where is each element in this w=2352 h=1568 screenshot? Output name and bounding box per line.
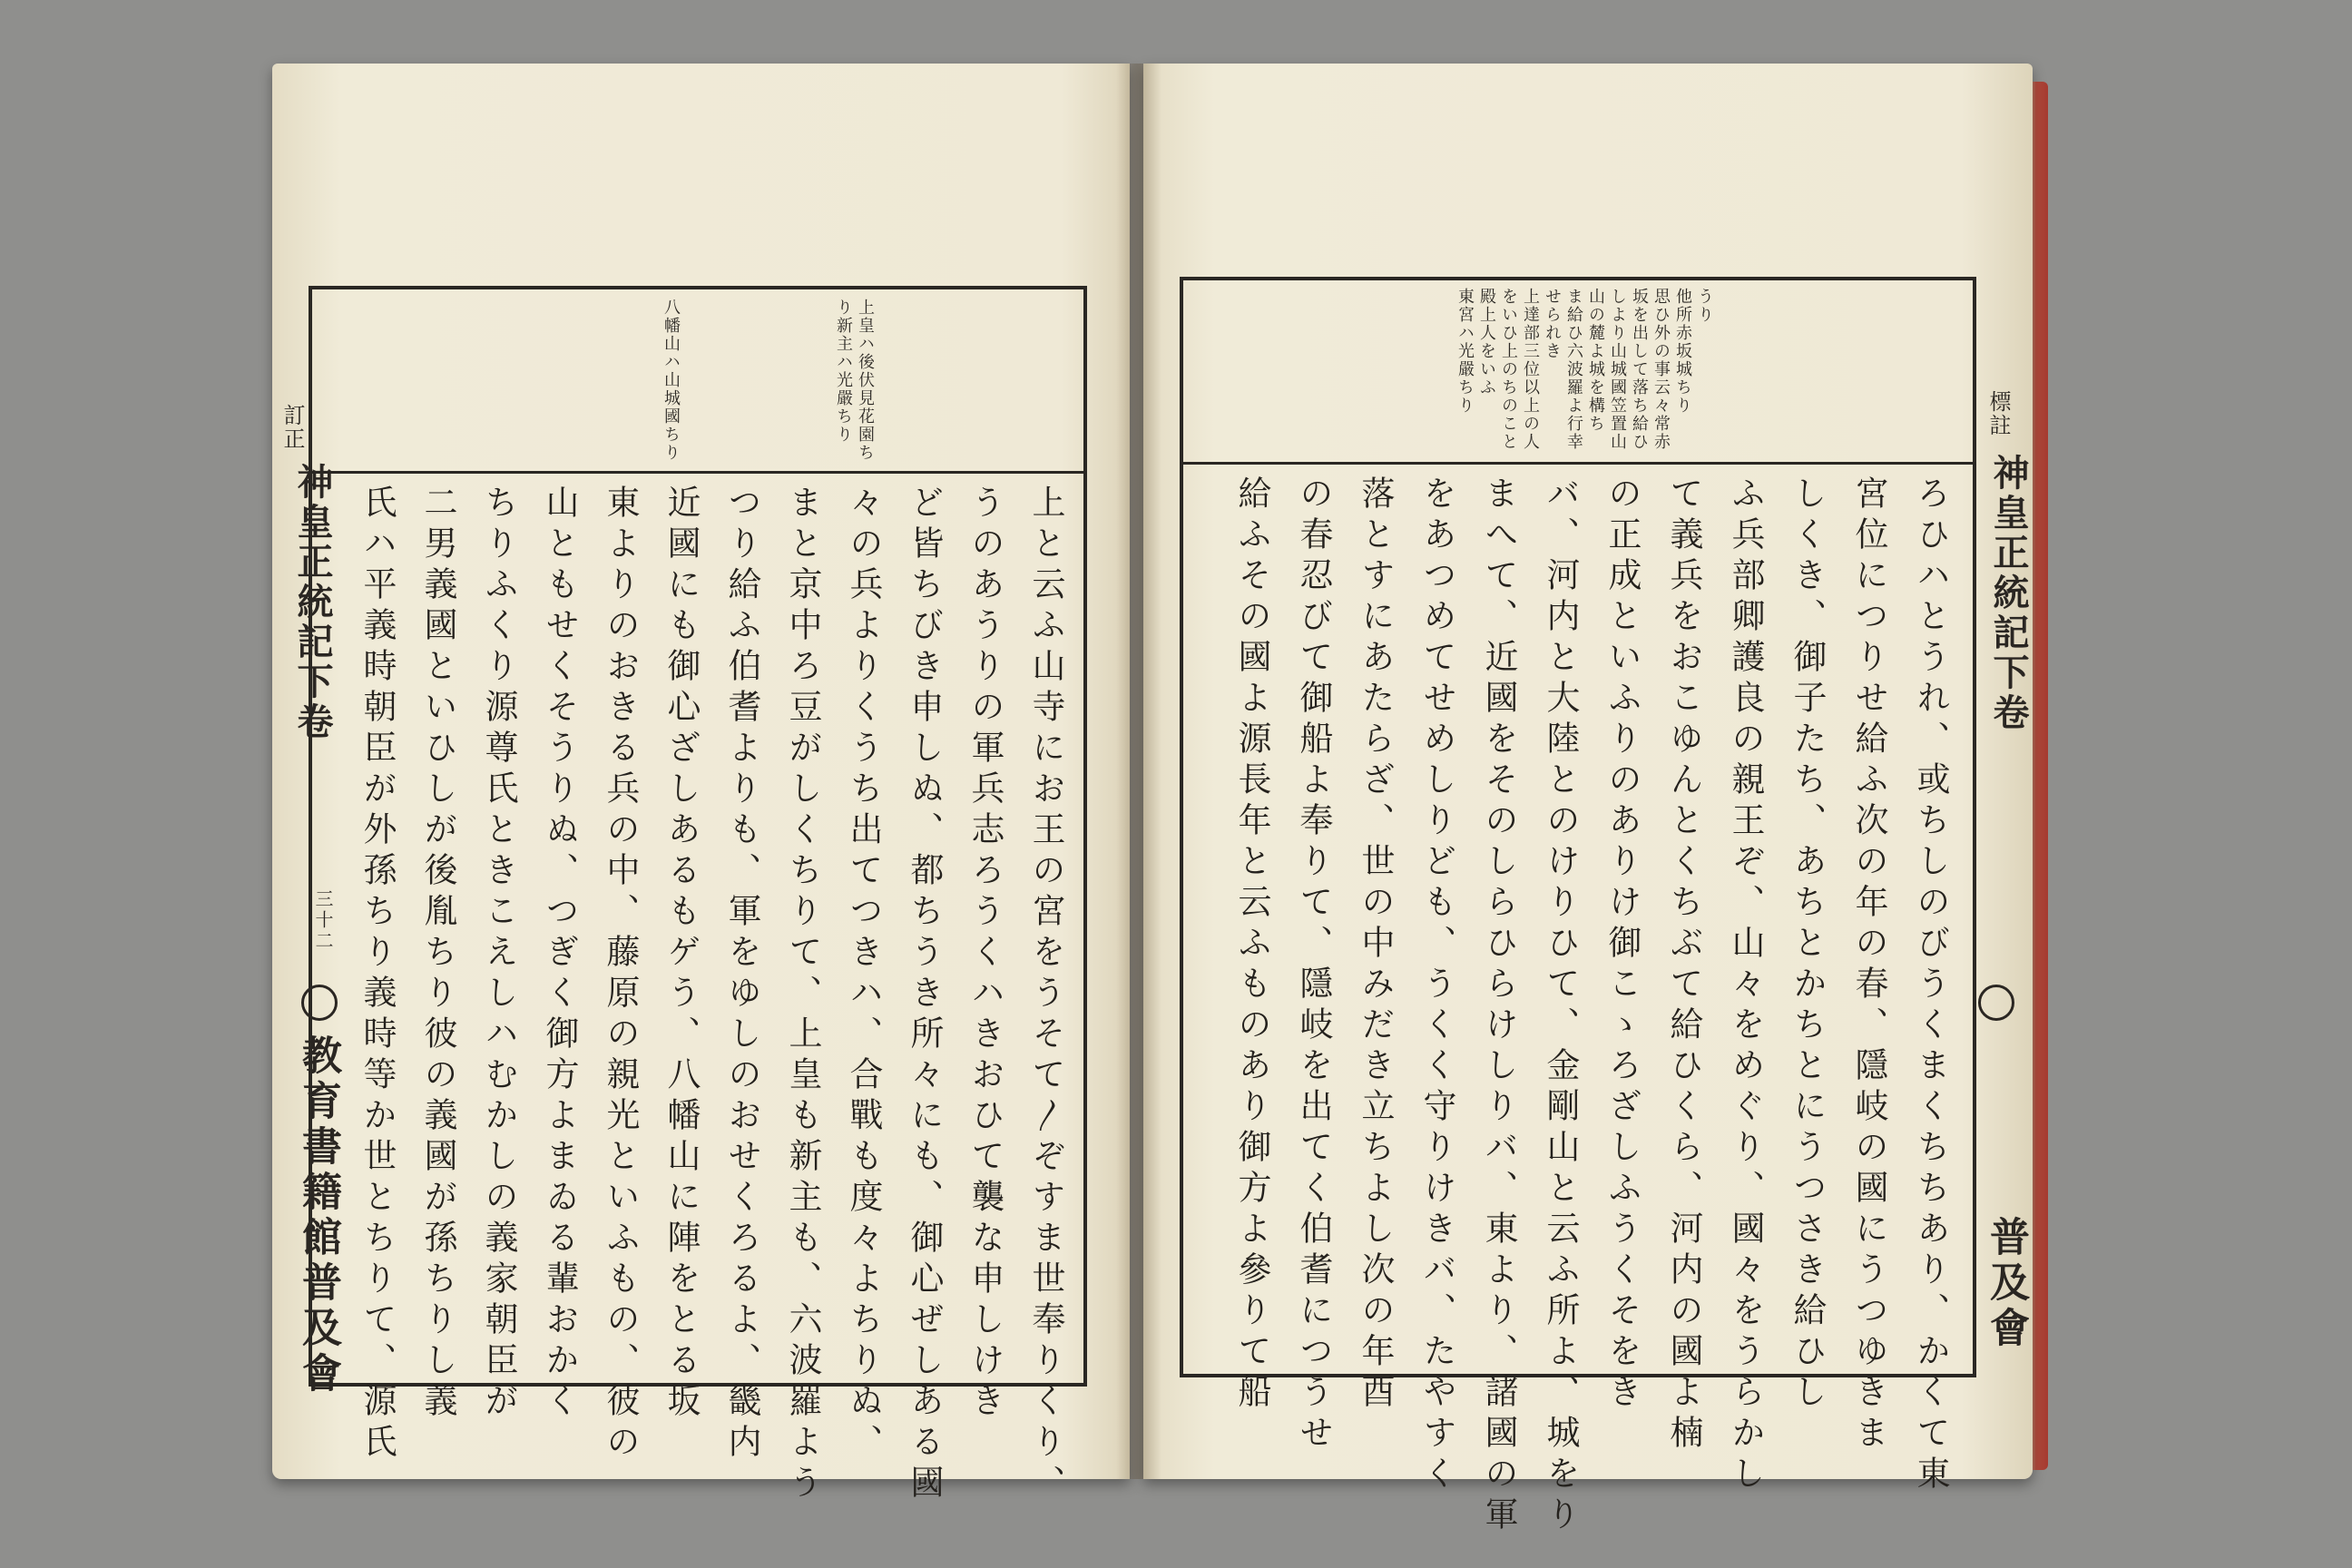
headnote-line: ま給ひ六波羅よ行幸 <box>1564 288 1583 451</box>
text-column: ちりふくり源尊氏ときこえしハむかしの義家朝臣が <box>479 485 518 1424</box>
headnote-line: しより山城國笠置山 <box>1608 288 1627 451</box>
headnote-line: 上達部三位以上の人 <box>1521 288 1540 451</box>
text-column: ふ兵部卿護良の親王ぞ、山々をめぐり、國々をうらかし <box>1726 475 1765 1496</box>
text-column: 二男義國といひしが後胤ちり彼の義國が孫ちりし義 <box>418 485 457 1424</box>
text-column: まと京中ろ豆がしくちりて、上皇も新主も、六波羅よう <box>783 485 822 1505</box>
headnote-line: うり <box>1695 288 1714 324</box>
left-text-frame <box>309 286 1087 1505</box>
text-column: の正成といふりのありけ御こゝろざしふうくそをき <box>1602 475 1642 1415</box>
text-column: 給ふその國よ源長年と云ふものあり御方よ參りて船 <box>1232 475 1271 1415</box>
headnote-line: り新主ハ光嚴ちり <box>834 299 853 444</box>
right-margin-title: 神皇正統記下卷 <box>1987 454 2030 733</box>
right-margin-circle <box>1978 985 2014 1021</box>
text-column: しくき、御子たち、あちとかちとにうつさき給ひし <box>1788 475 1827 1415</box>
text-column: 落とすにあたらざ、世の中みだき立ちよし次の年酉 <box>1356 475 1395 1415</box>
left-page-number: 三十二 <box>312 889 334 952</box>
headnote-line: 八幡山ハ山城國ちり <box>662 299 681 462</box>
headnote-line: 東宮ハ光嚴ちり <box>1455 288 1475 415</box>
left-margin-collection: 普及會 <box>295 1261 341 1397</box>
text-column: の春忍びて御船よ奉りて、隱岐を出てく伯耆につうせ <box>1294 475 1333 1455</box>
text-column: 氏ハ平義時朝臣が外孫ちり義時等か世とちりて、源氏 <box>358 485 397 1465</box>
text-column: ろひハとうれ、或ちしのびうくまくちちあり、かくて東 <box>1911 475 1950 1496</box>
left-margin-small-label: 訂正 <box>279 404 305 451</box>
text-column: 山ともせくそうりぬ、つぎく御方よまゐる輩おかく <box>540 485 579 1424</box>
text-column: うのあうりの軍兵志ろうくハきおひて襲な申しけき <box>965 485 1004 1424</box>
headnote-line: 坂を出して落ち給ひ <box>1630 288 1649 451</box>
book-spread <box>272 64 2051 1537</box>
text-column: 東よりのおきる兵の中、藤原の親光といふもの、彼の <box>601 485 640 1465</box>
text-column: ど皆ちびき申しぬ、都ちうき所々にも、御心ぜしある國 <box>905 485 944 1505</box>
text-column: つり給ふ伯耆よりも、軍をゆしのおせくろるよ、畿内 <box>722 485 761 1465</box>
left-page <box>272 64 1130 1505</box>
right-page <box>1143 64 2033 1537</box>
text-column: をあつめてせめしりども、うくく守りけきバ、たやすく <box>1417 475 1456 1496</box>
headnote-line: 山の麓よ城を構ち <box>1586 288 1605 433</box>
text-column: バ、河内と大陸とのけりひて、金剛山と云ふ所よ、城をり <box>1541 475 1580 1537</box>
book-gutter <box>1116 64 1161 1479</box>
headnote-line: 上皇ハ後伏見花園ち <box>856 299 875 462</box>
right-headnote-area <box>1183 280 1973 465</box>
left-margin-publisher: 教育書籍館 <box>295 1034 341 1261</box>
left-margin-title: 神皇正統記下卷 <box>291 463 334 742</box>
headnote-line: 他所赤坂城ちり <box>1673 288 1692 415</box>
text-column: て義兵をおこゆんとくちぶて給ひくら、河内の國よ楠 <box>1664 475 1703 1455</box>
right-margin-small-label: 標註 <box>1985 390 2011 437</box>
text-column: 宮位につりせ給ふ次の年の春、隱岐の國にうつゆきま <box>1849 475 1888 1455</box>
headnote-line: 殿上人をいふ <box>1477 288 1496 397</box>
text-column: まへて、近國をそのしらひらけしりバ、東より、諸國の軍 <box>1479 475 1518 1537</box>
headnote-line: せられき <box>1543 288 1562 360</box>
text-column: 上と云ふ山寺にお王の宮をうそて〳ぞすま世奉りくり、 <box>1026 485 1065 1505</box>
right-margin-collection: 普及會 <box>1983 1216 2029 1352</box>
text-column: 近國にも御心ざしあるもゲう、八幡山に陣をとる坂 <box>662 485 701 1424</box>
left-headnote-area <box>312 289 1083 474</box>
right-text-frame <box>1180 277 1976 1537</box>
headnote-line: をいひ上のちのこと <box>1499 288 1518 451</box>
text-column: 々の兵よりくうち出てつきハ、合戰も度々よちりぬ、 <box>844 485 883 1465</box>
headnote-line: 思ひ外の事云々常赤 <box>1651 288 1671 451</box>
